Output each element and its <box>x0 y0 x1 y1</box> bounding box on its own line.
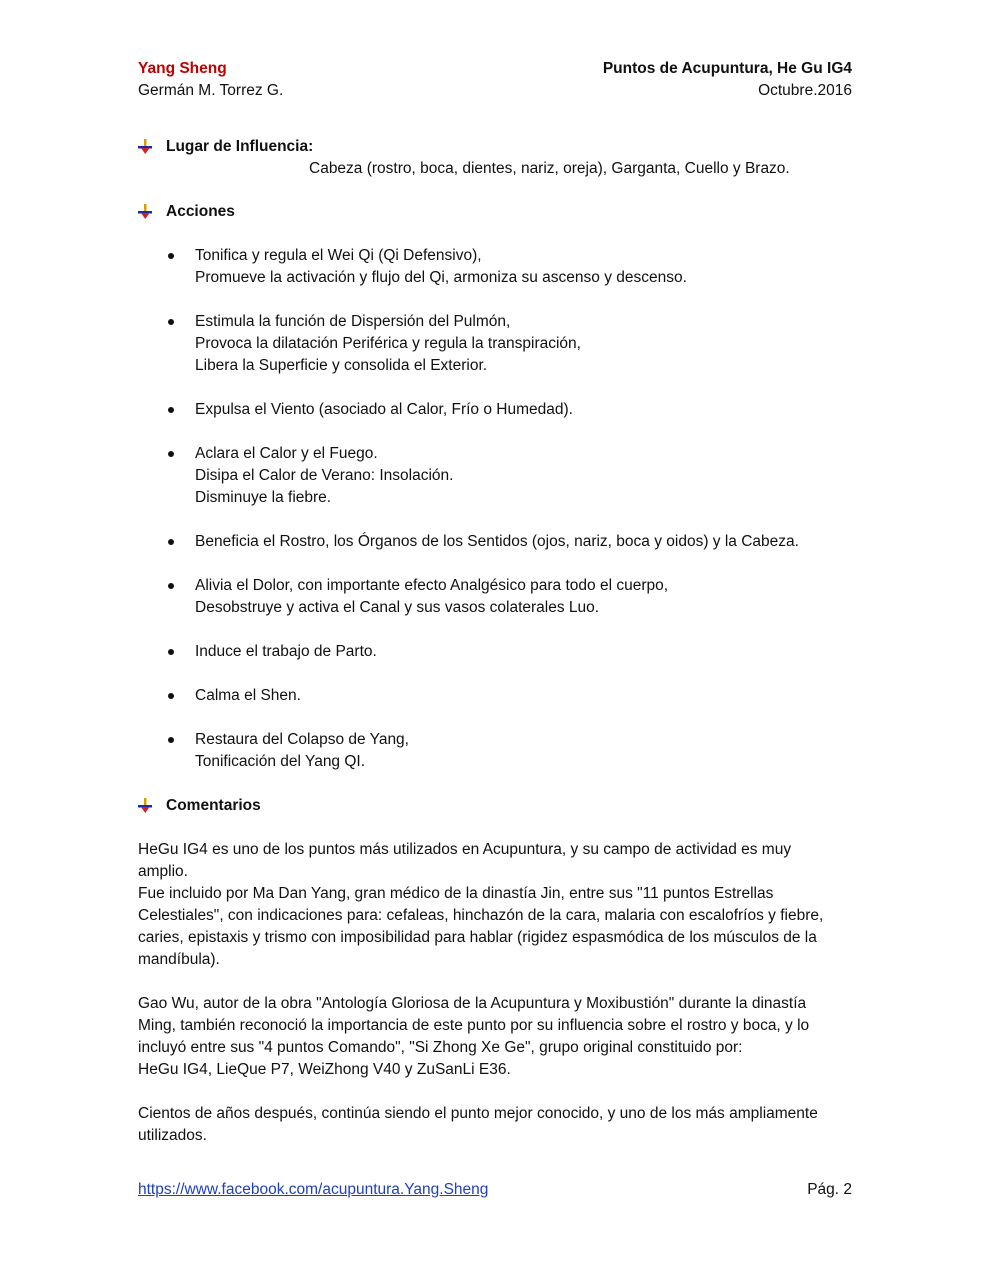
section-heading: Lugar de Influencia: <box>166 138 314 155</box>
action-line: Beneficia el Rostro, los Órganos de los Sentidos (ojos, nariz, boca y oidos) y la Cabeza. <box>195 533 799 550</box>
comment-line: caries, epistaxis y trismo con imposibilidad para hablar (rigidez espasmódica de los músculos de la <box>138 929 817 946</box>
bullet-icon <box>168 737 174 743</box>
section-lugar <box>138 136 852 158</box>
action-line: Tonifica y regula el Wei Qi (Qi Defensivo), <box>195 247 482 264</box>
comment-line: utilizados. <box>138 1127 207 1144</box>
action-line: Estimula la función de Dispersión del Pulmón, <box>195 313 511 330</box>
facebook-link[interactable]: https://www.facebook.com/acupuntura.Yang.Sheng <box>138 1181 489 1198</box>
author: Germán M. Torrez G. <box>138 82 284 99</box>
brand-name: Yang Sheng <box>138 60 227 77</box>
comment-paragraph <box>138 993 852 1081</box>
section-heading: Acciones <box>166 203 235 220</box>
comment-line: amplio. <box>138 863 188 880</box>
section-bullet-icon <box>138 204 152 220</box>
comment-line: HeGu IG4 es uno de los puntos más utilizados en Acupuntura, y su campo de actividad es muy <box>138 841 792 858</box>
date: Octubre.2016 <box>758 82 852 99</box>
actions-list <box>138 245 852 773</box>
action-line: Libera la Superficie y consolida el Exterior. <box>195 357 488 374</box>
page-footer <box>138 1179 852 1201</box>
comment-paragraph <box>138 839 852 971</box>
bullet-icon <box>168 407 174 413</box>
comment-line: incluyó entre sus "4 puntos Comando", "Si Zhong Xe Ge", grupo original constituido por: <box>138 1039 743 1056</box>
section-heading: Comentarios <box>166 797 261 814</box>
section-bullet-icon <box>138 139 152 155</box>
action-line: Aclara el Calor y el Fuego. <box>195 445 378 462</box>
action-item <box>138 245 852 289</box>
comments-body <box>138 839 852 1147</box>
section-acciones <box>138 201 852 223</box>
header-row-2 <box>138 80 852 102</box>
action-line: Calma el Shen. <box>195 687 301 704</box>
comment-line: Celestiales", con indicaciones para: cefaleas, hinchazón de la cara, malaria con escalofríos y fiebre, <box>138 907 824 924</box>
comment-paragraph <box>138 1103 852 1147</box>
action-item <box>138 531 852 553</box>
section-bullet-icon <box>138 798 152 814</box>
bullet-icon <box>168 583 174 589</box>
document-title: Puntos de Acupuntura, He Gu IG4 <box>602 60 852 77</box>
action-line: Desobstruye y activa el Canal y sus vasos colaterales Luo. <box>195 599 600 616</box>
action-item <box>138 641 852 663</box>
comment-line: HeGu IG4, LieQue P7, WeiZhong V40 y ZuSanLi E36. <box>138 1061 511 1078</box>
bullet-icon <box>168 253 174 259</box>
action-item <box>138 399 852 421</box>
page-number: Pág. 2 <box>807 1181 852 1198</box>
lugar-text: Cabeza (rostro, boca, dientes, nariz, oreja), Garganta, Cuello y Brazo. <box>309 160 790 177</box>
bullet-icon <box>168 451 174 457</box>
action-item <box>138 443 852 509</box>
action-item <box>138 575 852 619</box>
header-row-1 <box>138 58 852 80</box>
action-line: Disminuye la fiebre. <box>195 489 332 506</box>
comment-line: Cientos de años después, continúa siendo el punto mejor conocido, y uno de los más ampliamente <box>138 1105 818 1122</box>
action-line: Tonificación del Yang QI. <box>195 753 366 770</box>
action-line: Disipa el Calor de Verano: Insolación. <box>195 467 454 484</box>
action-line: Induce el trabajo de Parto. <box>195 643 377 660</box>
action-line: Provoca la dilatación Periférica y regula la transpiración, <box>195 335 581 352</box>
action-line: Alivia el Dolor, con importante efecto Analgésico para todo el cuerpo, <box>195 577 669 594</box>
action-line: Expulsa el Viento (asociado al Calor, Frío o Humedad). <box>195 401 573 418</box>
action-item <box>138 729 852 773</box>
action-item <box>138 311 852 377</box>
comment-line: Gao Wu, autor de la obra "Antología Gloriosa de la Acupuntura y Moxibustión" durante la dinastía <box>138 995 807 1012</box>
bullet-icon <box>168 649 174 655</box>
document-page <box>138 58 852 1169</box>
comment-line: Fue incluido por Ma Dan Yang, gran médico de la dinastía Jin, entre sus "11 puntos Estrellas <box>138 885 774 902</box>
comment-line: mandíbula). <box>138 951 220 968</box>
action-line: Restaura del Colapso de Yang, <box>195 731 409 748</box>
action-item <box>138 685 852 707</box>
action-line: Promueve la activación y flujo del Qi, armoniza su ascenso y descenso. <box>195 269 687 286</box>
bullet-icon <box>168 319 174 325</box>
comment-line: Ming, también reconoció la importancia de este punto por su influencia sobre el rostro y boca, y lo <box>138 1017 810 1034</box>
bullet-icon <box>168 539 174 545</box>
bullet-icon <box>168 693 174 699</box>
section-comentarios <box>138 795 852 817</box>
